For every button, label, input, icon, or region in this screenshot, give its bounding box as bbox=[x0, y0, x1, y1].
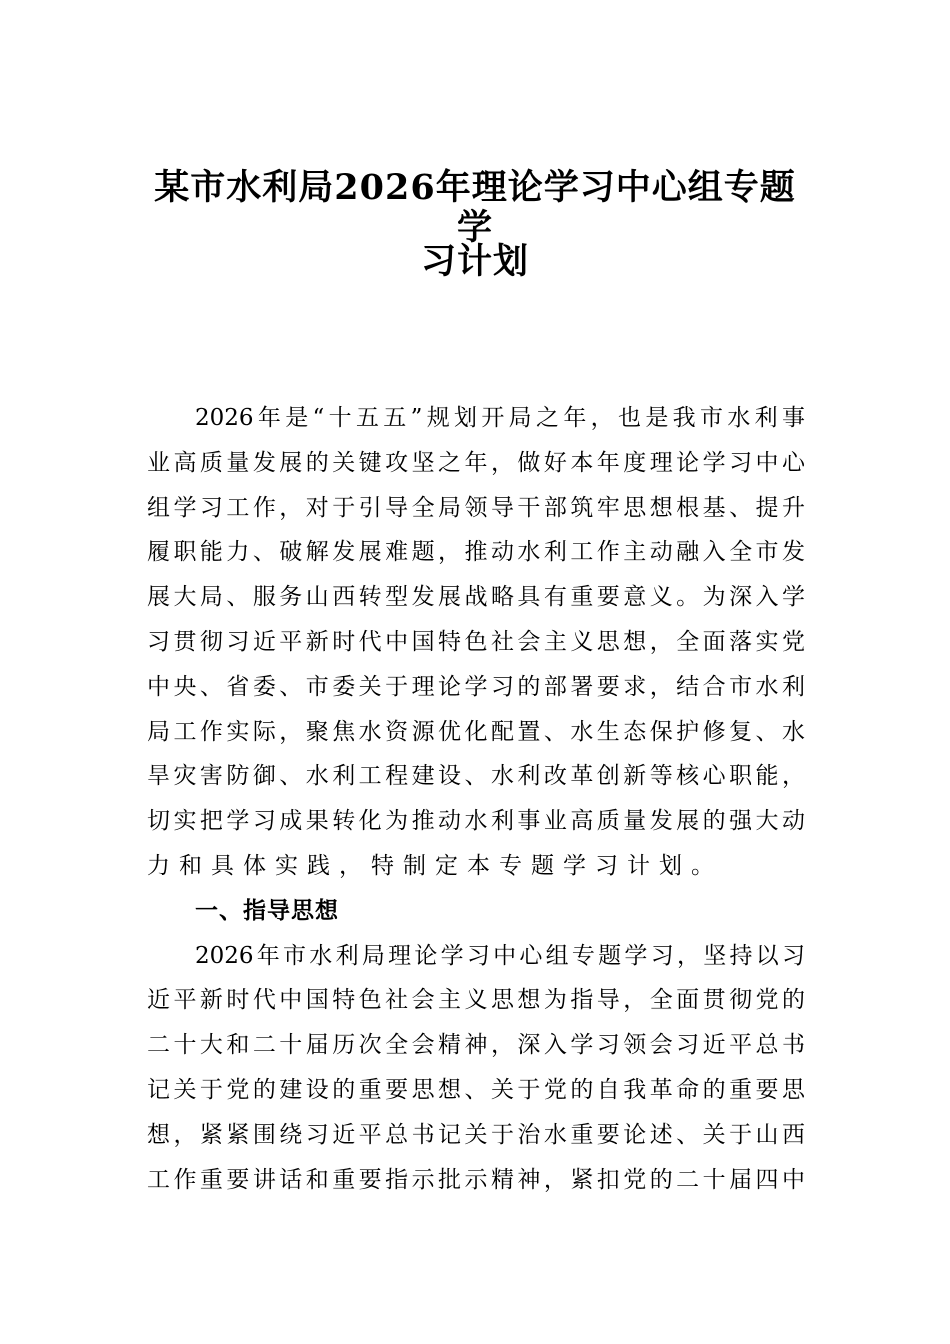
paragraph-line: 局工作实际，聚焦水资源优化配置、水生态保护修复、水 bbox=[147, 718, 805, 745]
paragraph-line: 履职能力、破解发展难题，推动水利工作主动融入全市发 bbox=[147, 539, 805, 566]
paragraph-line: 二十大和二十届历次全会精神，深入学习领会习近平总书 bbox=[147, 1032, 805, 1059]
paragraph-line: 展大局、服务山西转型发展战略具有重要意义。为深入学 bbox=[147, 584, 805, 611]
paragraph-line: 业高质量发展的关键攻坚之年，做好本年度理论学习中心 bbox=[147, 449, 805, 476]
document-title-line-2: 习计划 bbox=[420, 241, 529, 282]
document-title-line-1: 某市水利局2026年理论学习中心组专题学 bbox=[154, 167, 796, 248]
paragraph-line: 近平新时代中国特色社会主义思想为指导，全面贯彻党的 bbox=[147, 987, 805, 1014]
paragraph-line: 2026年市水利局理论学习中心组专题学习，坚持以习 bbox=[195, 942, 805, 969]
paragraph-line: 切实把学习成果转化为推动水利事业高质量发展的强大动 bbox=[147, 808, 805, 835]
paragraph-line: 力和具体实践，特制定本专题学习计划。 bbox=[147, 852, 723, 879]
paragraph-line: 2026年是“十五五”规划开局之年，也是我市水利事 bbox=[195, 405, 805, 431]
paragraph-line: 组学习工作，对于引导全局领导干部筑牢思想根基、提升 bbox=[147, 494, 805, 521]
intro-paragraph bbox=[147, 396, 805, 889]
paragraph-line: 习贯彻习近平新时代中国特色社会主义思想，全面落实党 bbox=[147, 628, 805, 655]
paragraph-line: 想，紧紧围绕习近平总书记关于治水重要论述、关于山西 bbox=[147, 1121, 805, 1148]
section1-paragraph bbox=[147, 934, 805, 1203]
paragraph-line: 中央、省委、市委关于理论学习的部署要求，结合市水利 bbox=[147, 673, 805, 700]
paragraph-line: 旱灾害防御、水利工程建设、水利改革创新等核心职能， bbox=[147, 763, 805, 790]
paragraph-line: 记关于党的建设的重要思想、关于党的自我革命的重要思 bbox=[147, 1076, 805, 1103]
document-body bbox=[147, 396, 805, 1202]
paragraph-line: 工作重要讲话和重要指示批示精神，紧扣党的二十届四中 bbox=[147, 1166, 805, 1193]
section-heading-guiding-ideology: 一、指导思想 bbox=[195, 897, 339, 924]
